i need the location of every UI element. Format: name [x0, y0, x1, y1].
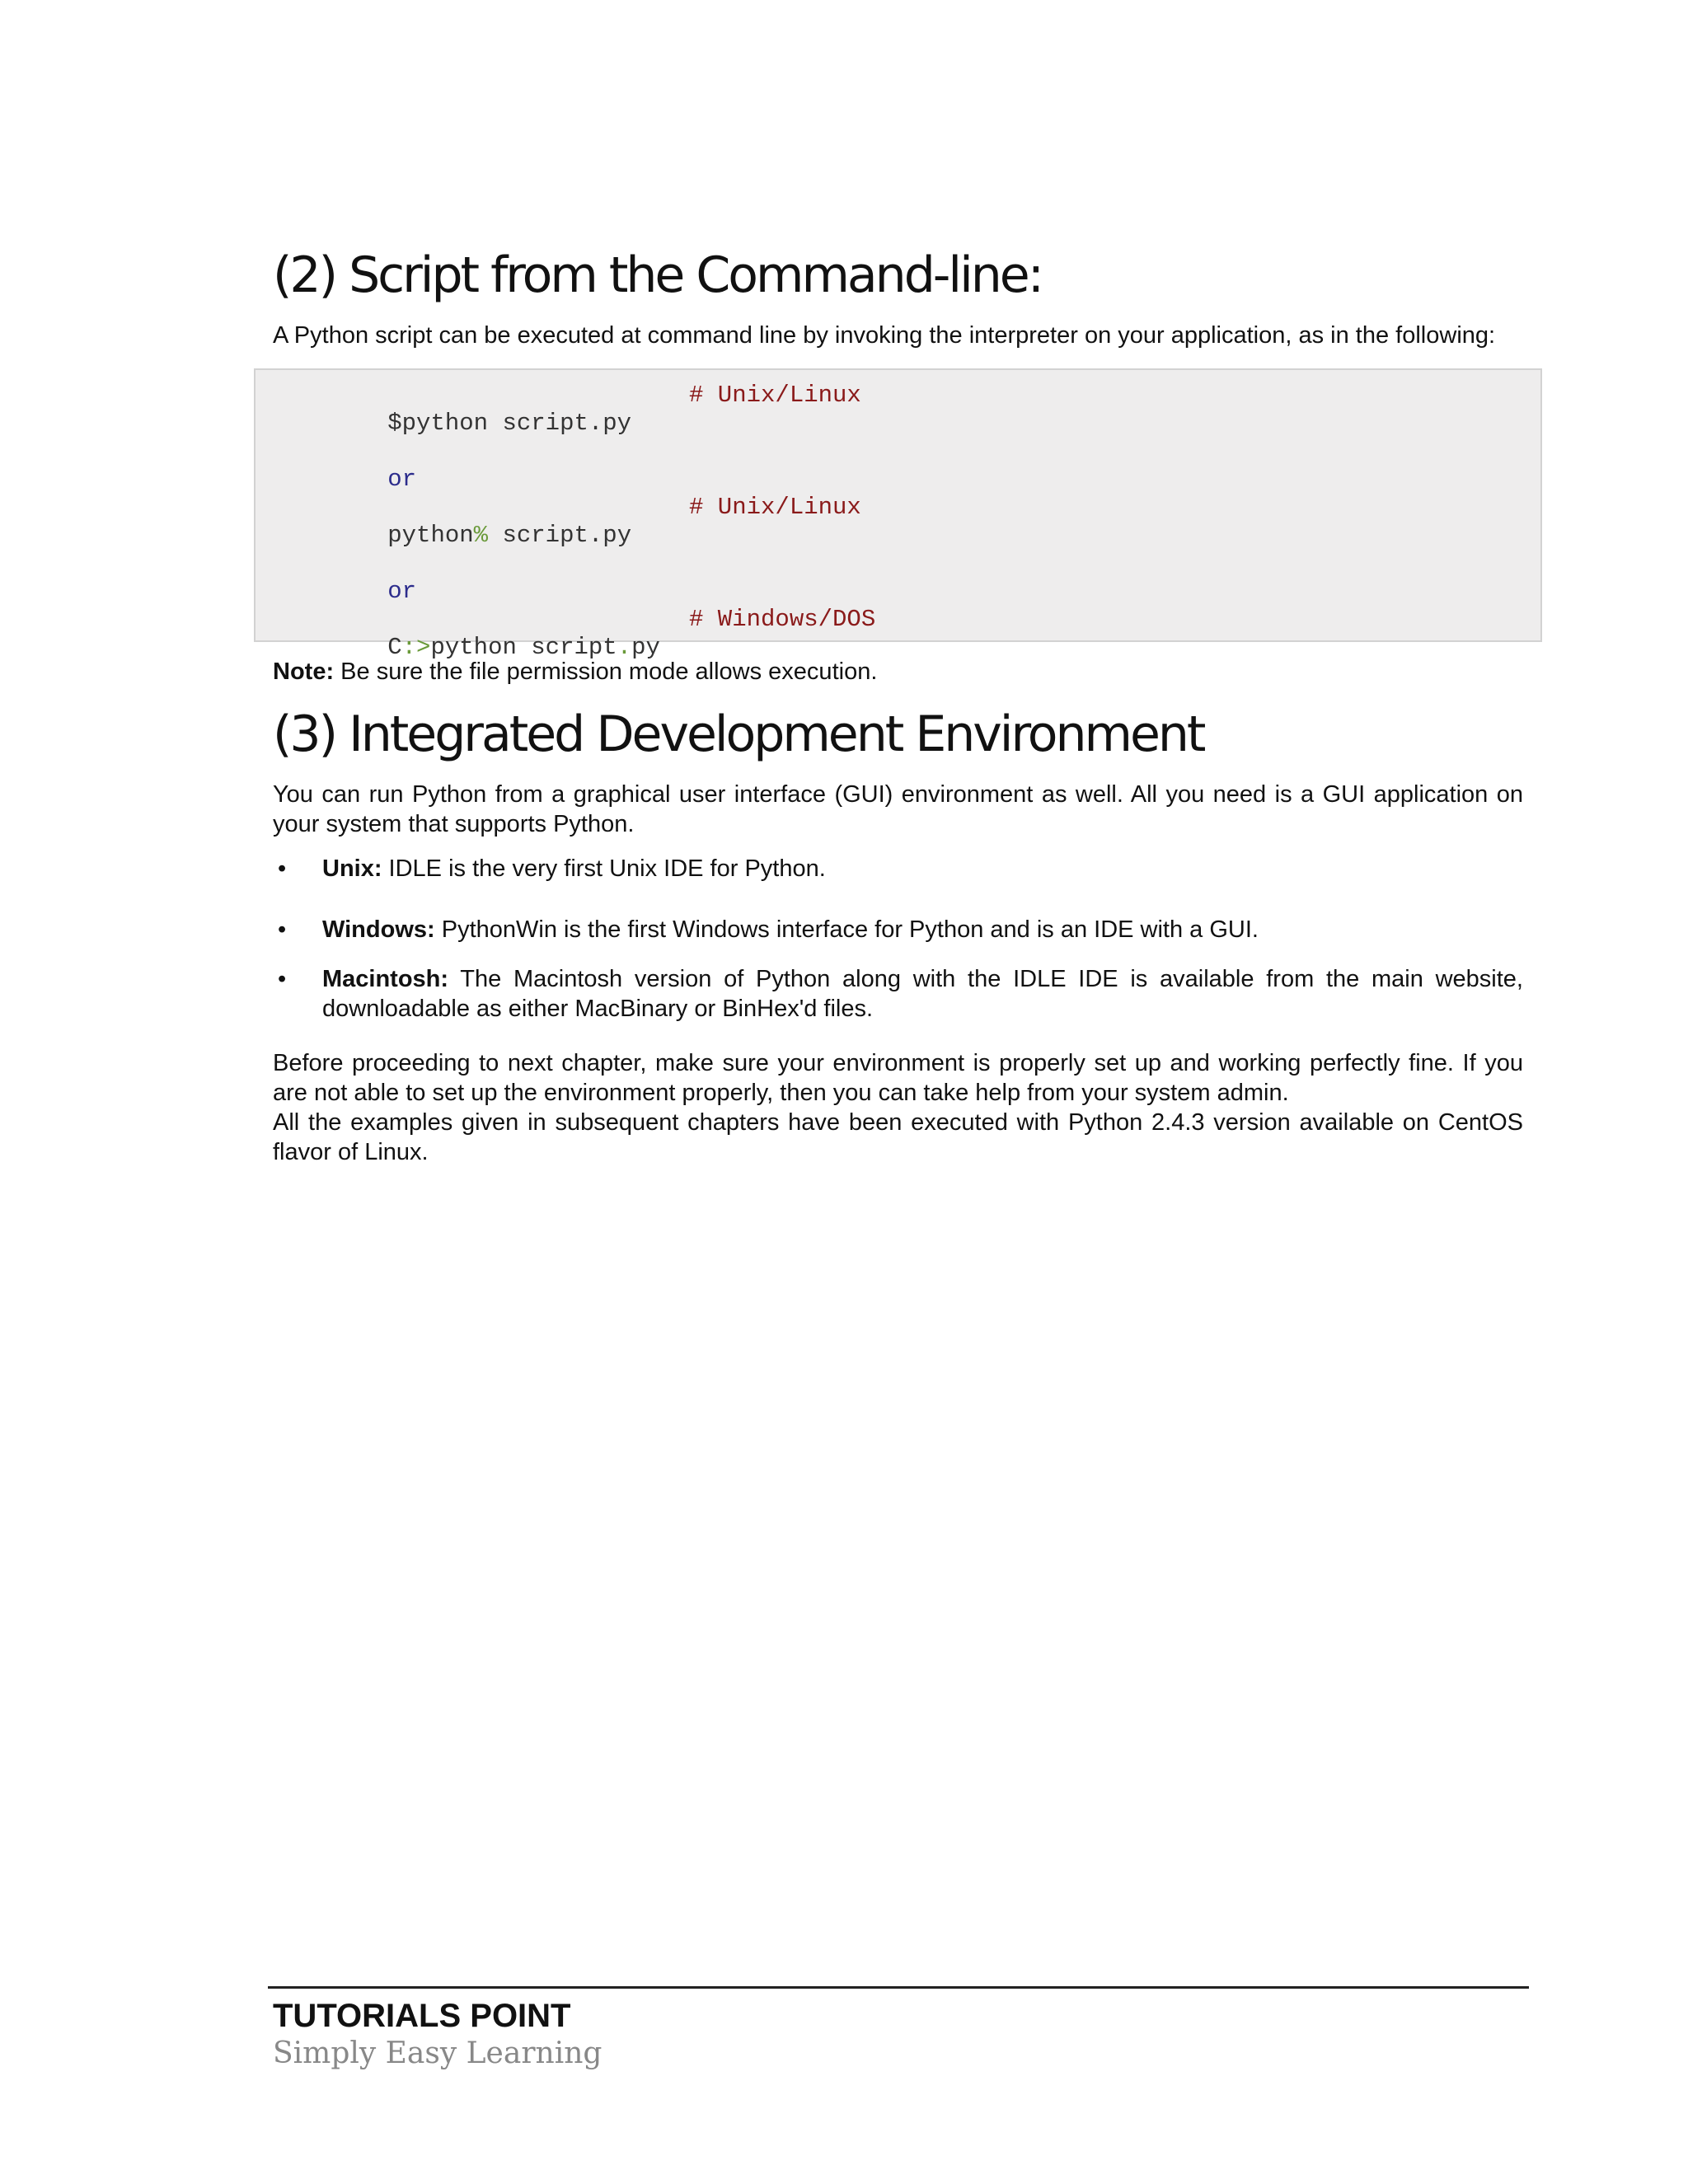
code-dot: .	[617, 634, 632, 661]
bullet-icon: •	[278, 966, 287, 992]
code-or-1	[273, 438, 1523, 493]
code-or-2	[273, 550, 1523, 605]
code-command: python script	[430, 634, 617, 661]
section-heading-ide: (3) Integrated Development Environment	[273, 705, 1204, 763]
code-line-3	[273, 606, 1523, 661]
setup-paragraph: Before proceeding to next chapter, make sure your environment is properly set up and working perfectly fine. If you are not able to set up the environment properly, then you can take help from your system admin.	[273, 1050, 1523, 1106]
note-text: Be sure the file permission mode allows execution.	[334, 658, 878, 685]
footer-brand: TUTORIALS POINT	[273, 1998, 571, 2034]
examples-paragraph: All the examples given in subsequent chapters have been executed with Python 2.4.3 version available on CentOS flavor of Linux.	[273, 1109, 1523, 1165]
bullet-text: IDLE is the very first Unix IDE for Python.	[382, 855, 826, 882]
code-command: C	[387, 634, 402, 661]
list-item	[273, 964, 1523, 1024]
bullet-label: Macintosh:	[322, 966, 449, 992]
list-item	[273, 915, 1523, 944]
bullet-icon: •	[278, 855, 287, 882]
code-block	[254, 368, 1542, 661]
code-prompt-symbol: %	[473, 522, 489, 549]
code-keyword-or: or	[387, 466, 417, 493]
code-comment: # Windows/DOS	[689, 606, 876, 633]
code-command: python	[387, 522, 474, 549]
ide-intro: You can run Python from a graphical user interface (GUI) environment as well. All you need is a GUI application on your system that supports Python.	[273, 781, 1523, 837]
code-line-2	[273, 494, 1523, 549]
code-comment: # Unix/Linux	[689, 494, 861, 521]
bullet-text: PythonWin is the first Windows interface for Python and is an IDE with a GUI.	[434, 916, 1259, 943]
code-comment: # Unix/Linux	[689, 382, 861, 409]
code-command: script.py	[488, 522, 632, 549]
footer-divider	[268, 1986, 1529, 1989]
bullet-text: The Macintosh version of Python along with the IDLE IDE is available from the main website, downloadable as either MacBinary or BinHex'd files.	[322, 966, 1523, 1022]
page-content	[273, 247, 1523, 1167]
code-prompt-symbol: :>	[401, 634, 431, 661]
bullet-label: Unix:	[322, 855, 382, 882]
code-command: $python script.py	[387, 410, 632, 437]
bullet-icon: •	[278, 916, 287, 943]
list-item	[273, 854, 1523, 883]
bullet-label: Windows:	[322, 916, 435, 943]
code-keyword-or: or	[387, 578, 417, 605]
code-command: py	[631, 634, 660, 661]
section-heading-command-line: (2) Script from the Command-line:	[273, 246, 1042, 304]
command-line-intro: A Python script can be executed at command line by invoking the interpreter on your application, as in the following:	[273, 322, 1496, 349]
page-footer	[268, 1986, 1529, 2073]
footer-tagline: Simply Easy Learning	[273, 2036, 603, 2070]
note-label: Note:	[273, 658, 335, 685]
code-line-1	[273, 382, 1523, 437]
ide-bullet-list	[273, 854, 1523, 1024]
